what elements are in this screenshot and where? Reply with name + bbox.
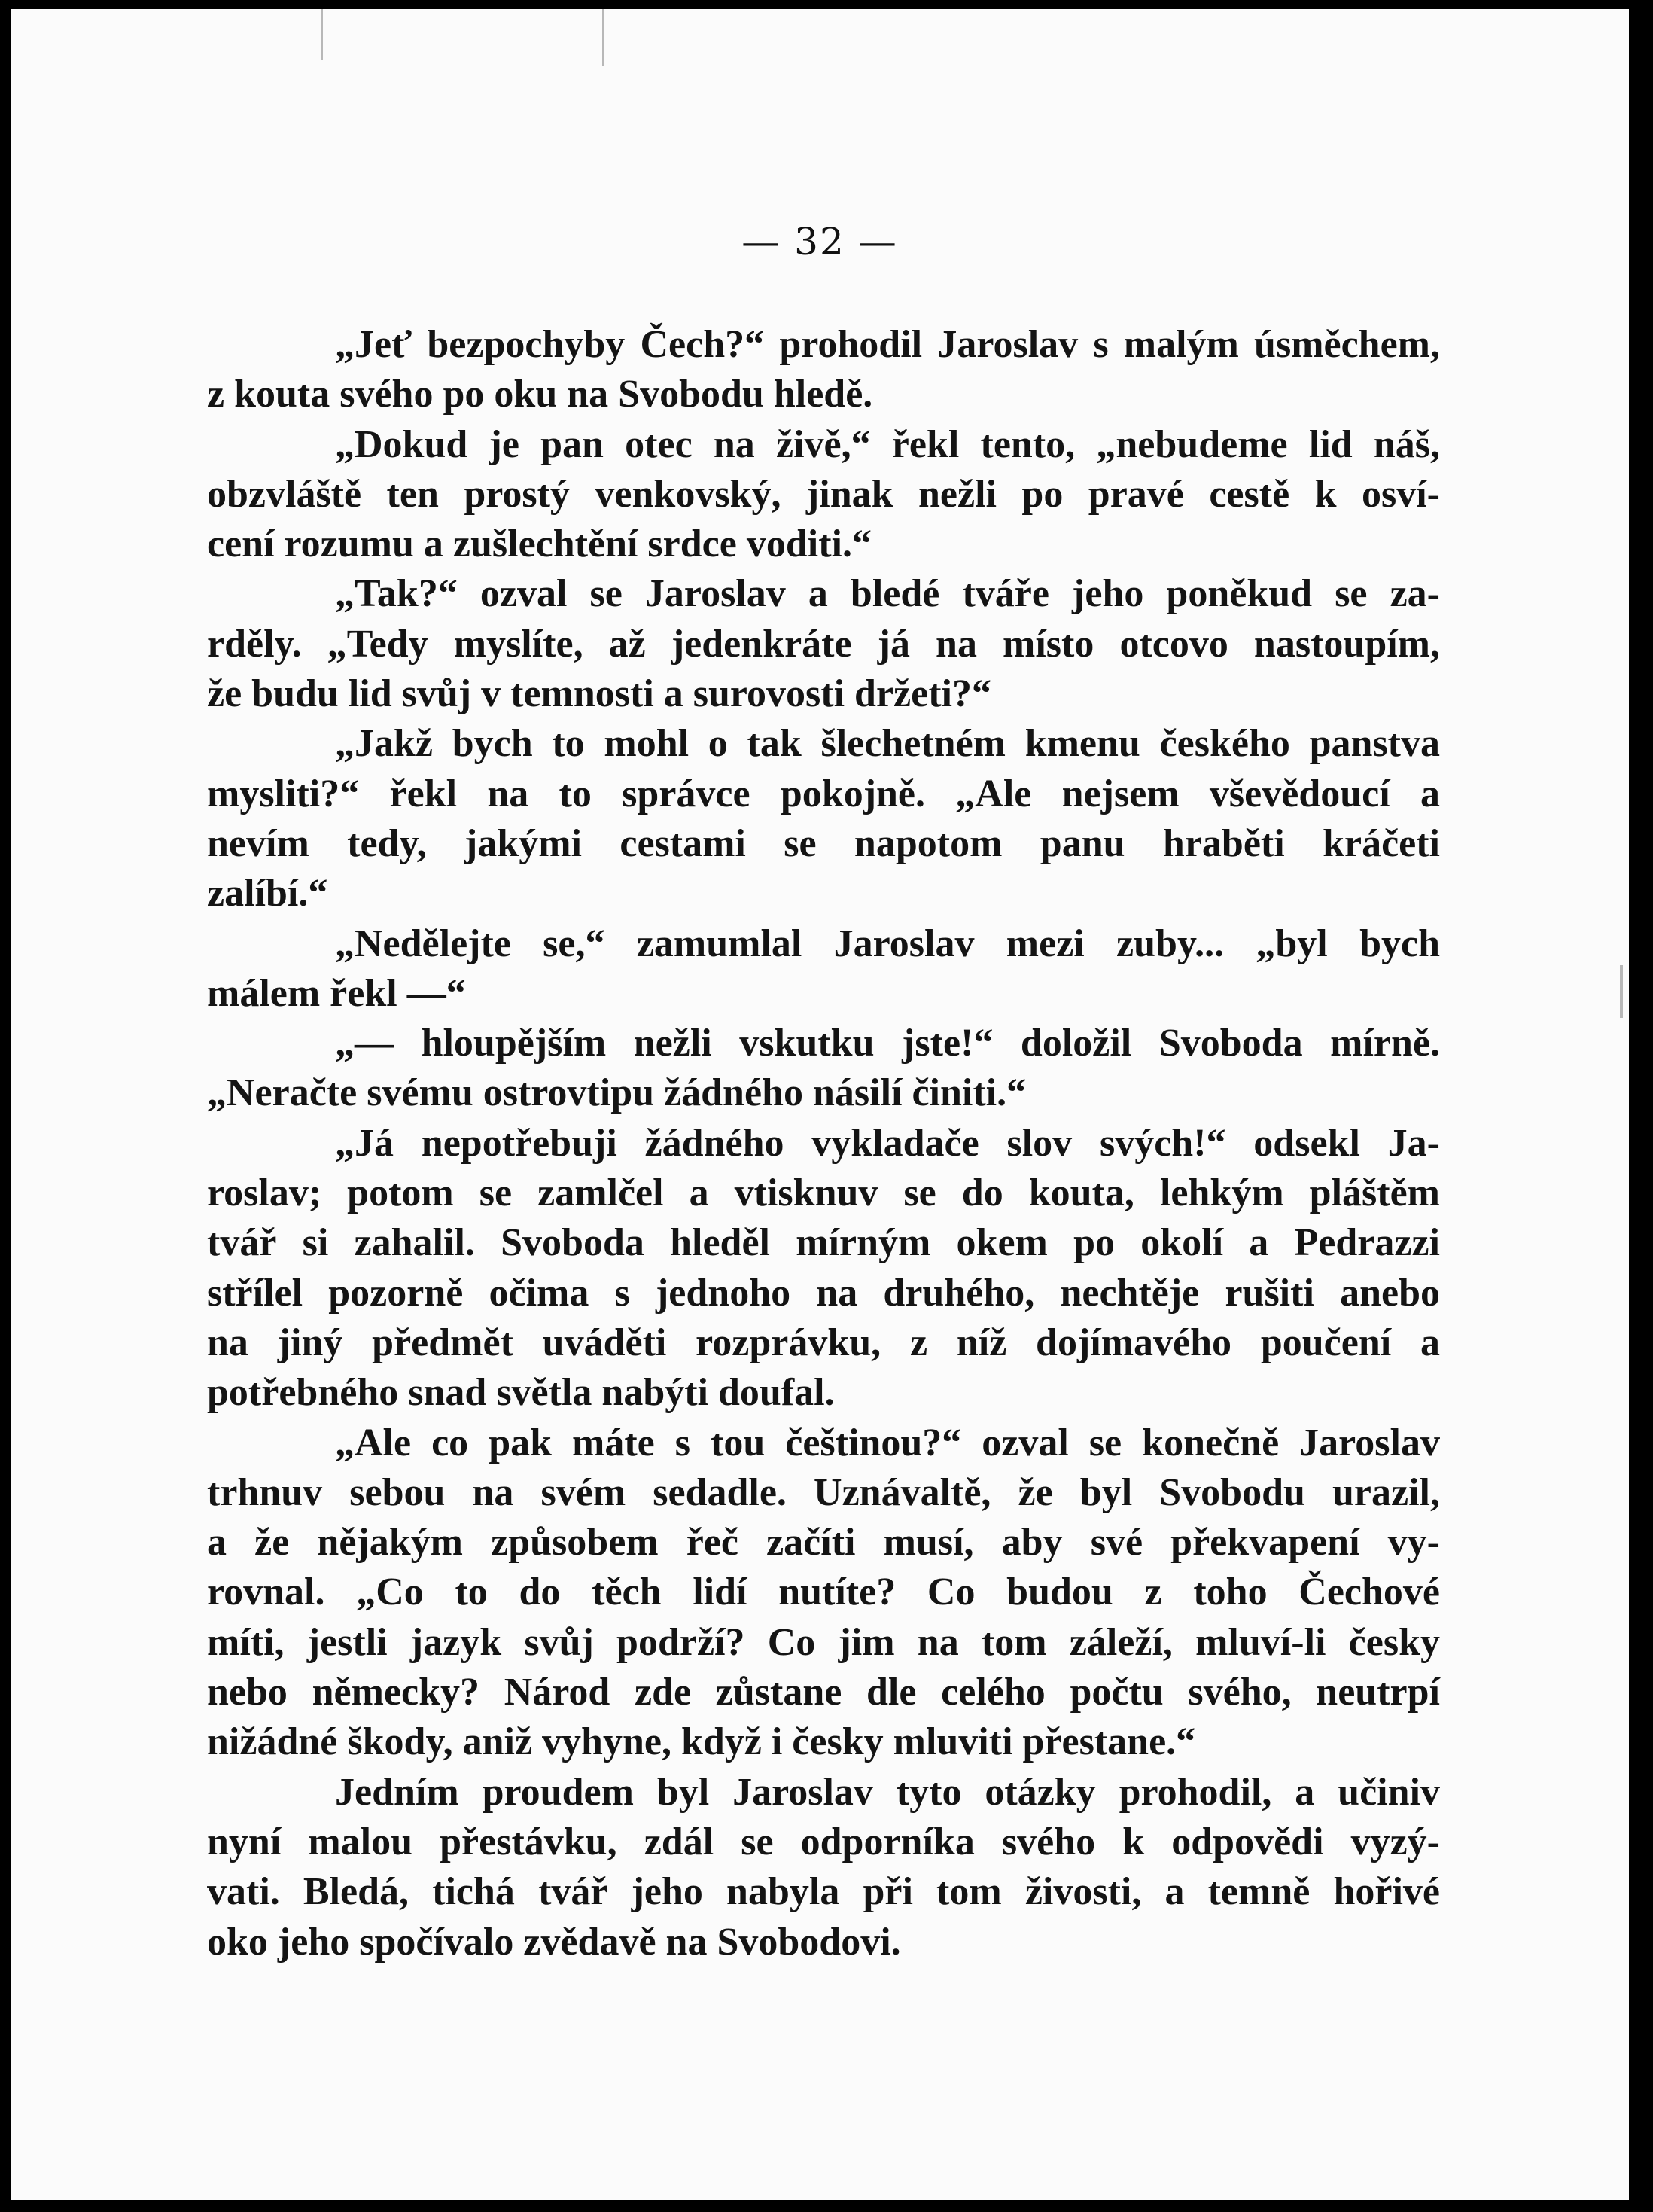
book-page [11,9,1629,2200]
paragraph-9-line-3: vati. Bledá, tichá tvář jeho nabyla při tom živosti, a temně hořivé [207,1870,1440,1914]
scan-artifact-line [1620,965,1623,1018]
paragraph-9-line-4: oko jeho spočívalo zvědavě na Svobodovi. [207,1920,901,1964]
paragraph-8-line-1: „Ale co pak máte s tou češtinou?“ ozval se konečně Jaroslav [335,1421,1440,1464]
page-number: — 32 — [741,220,898,264]
paragraph-8-line-6: nebo německy? Národ zde zůstane dle celého počtu svého, neutrpí [207,1671,1440,1714]
paragraph-8-line-3: a že nějakým způsobem řeč začíti musí, aby své překvapení vy- [207,1521,1440,1565]
paragraph-5-line-1: „Nedělejte se,“ zamumlal Jaroslav mezi zuby... „byl bych [335,922,1440,965]
scan-artifact-line [321,9,323,60]
paragraph-9-line-1: Jedním proudem byl Jaroslav tyto otázky prohodil, a učiniv [335,1770,1440,1814]
paragraph-4-line-2: mysliti?“ řekl na to správce pokojně. „Ale nejsem vševědoucí a [207,772,1440,815]
paragraph-9-line-2: nyní malou přestávku, zdál se odporníka svého k odpovědi vyzý- [207,1820,1440,1863]
paragraph-5-line-2: málem řekl —“ [207,971,466,1015]
paragraph-3-line-3: že budu lid svůj v temnosti a surovosti držeti?“ [207,672,991,716]
paragraph-7-line-5: na jiný předmět uváděti rozprávku, z níž dojímavého poučení a [207,1321,1440,1364]
paragraph-2-line-3: cení rozumu a zušlechtění srdce voditi.“ [207,523,872,566]
paragraph-7-line-6: potřebného snad světla nabýti doufal. [207,1371,835,1415]
paragraph-2-line-2: obzvláště ten prostý venkovský, jinak nežli po pravé cestě k osví- [207,472,1440,516]
paragraph-4-line-4: zalíbí.“ [207,872,328,916]
paragraph-8-line-4: rovnal. „Co to do těch lidí nutíte? Co budou z toho Čechové [207,1571,1440,1614]
paragraph-7-line-4: střílel pozorně očima s jednoho na druhého, nechtěje rušiti anebo [207,1271,1440,1315]
paragraph-7-line-1: „Já nepotřebuji žádného vykladače slov svých!“ odsekl Ja- [335,1121,1440,1165]
paragraph-1-line-2: z kouta svého po oku na Svobodu hledě. [207,373,873,416]
paragraph-7-line-3: tvář si zahalil. Svoboda hleděl mírným okem po okolí a Pedrazzi [207,1221,1440,1265]
paragraph-8-line-2: trhnuv sebou na svém sedadle. Uznávaltě, že byl Svobodu urazil, [207,1470,1440,1514]
paragraph-7-line-2: roslav; potom se zamlčel a vtisknuv se do kouta, lehkým pláštěm [207,1172,1440,1215]
paragraph-3-line-1: „Tak?“ ozval se Jaroslav a bledé tváře jeho poněkud se za- [335,572,1440,616]
paragraph-2-line-1: „Dokud je pan otec na živě,“ řekl tento, „nebudeme lid náš, [335,422,1440,466]
paragraph-8-line-5: míti, jestli jazyk svůj podrží? Co jim na tom záleží, mluví-li česky [207,1620,1440,1664]
scan-artifact-line [602,9,604,66]
paragraph-4-line-3: nevím tedy, jakými cestami se napotom panu hraběti kráčeti [207,821,1440,865]
paragraph-4-line-1: „Jakž bych to mohl o tak šlechetném kmenu českého panstva [335,722,1440,766]
paragraph-1-line-1: „Jeť bezpochyby Čech?“ prohodil Jaroslav s malým úsměchem, [335,323,1440,366]
paragraph-6-line-2: „Neračte svému ostrovtipu žádného násilí činiti.“ [207,1071,1027,1115]
page-body-text [207,320,1440,1967]
paragraph-3-line-2: rděly. „Tedy myslíte, až jedenkráte já na místo otcovo nastoupím, [207,622,1440,666]
paragraph-6-line-1: „— hloupějším nežli vskutku jste!“ doložil Svoboda mírně. [335,1022,1440,1065]
paragraph-8-line-7: nižádné škody, aniž vyhyne, když i česky mluviti přestane.“ [207,1720,1196,1764]
